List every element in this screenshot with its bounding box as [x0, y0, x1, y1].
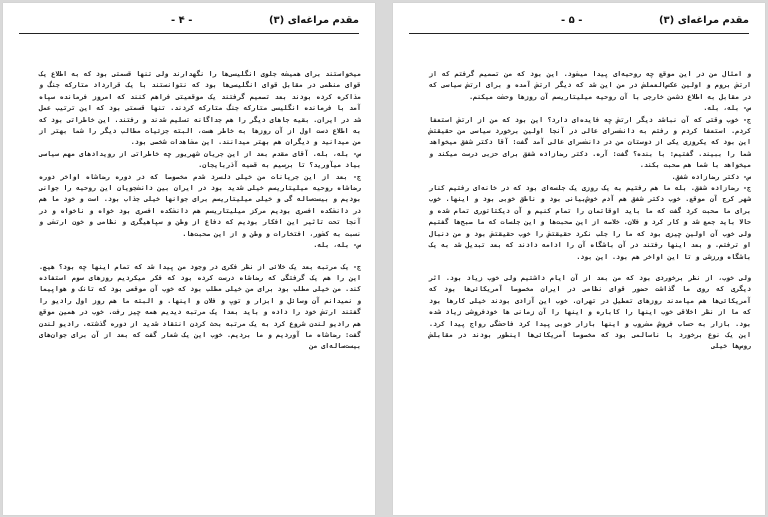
- page-5: [393, 3, 765, 515]
- page-number: - ۴ -: [171, 15, 193, 26]
- paragraph-gap: [39, 252, 361, 262]
- paragraph: ج- رضازاده شفق. بله ما هم رفتیم به یک روزی یک جلسه‌ای بود که در خانه‌ای رفتیم کنار شهر کرج آن موقع. خوب دکتر شفق هم آدم خوش‌بیانی بود و ناطق خوبی بود و اینها. خوب برای ما صحبت کرد گفت که ما باید اوقاتمان را تمام کنیم و آن دیکتاتوری تمام شده و حالا باید جمع شد و کار کرد و فلان. خلاصه از این صحبت‌ها و این جلسات که ما صبح‌ها گفتیم ولی خوب آن اولین چیزی بود که ما را جلب نکرد حقیقتش را خوب حقیقتش بود و من دنبال او ترفتم. و بعد اینها رفتند در آن باشگاه آن را ادامه دادند که بعد تبدیل شد به یک باشگاه ورزشی و تا این اواخر هم بود. این بود.: [429, 184, 751, 261]
- paragraph: س- دکتر رضازاده شفق.: [671, 172, 751, 181]
- paragraph: س- بله، بله.: [703, 104, 751, 113]
- header-rule: [409, 33, 749, 34]
- paragraph: س- بله، بله. آقای مقدم بعد از این جریان شهریور چه خاطراتی از رویدادهای مهم سیاسی بیاد میآورید؟ تا برسیم به قضیه آذربایجان.: [39, 149, 361, 170]
- paragraph: ج- یک مرتبه بعد یک خلائی از نظر فکری در وجود من پیدا شد که تمام اینها چه بود؟ هیچ. این را هم یک گرفتگی که رضاشاه درست کرده بود که فکر میکردیم روزهای سوم استفاده کند. من خیلی مطلب بود برای من خیلی مطلب بود که خوب آن موقعی بود که تانک و هواپیما و نمیدانم آن وسائل و ابزار و توپ و فلان و اینها. و البته ما هم روز اول رادیو را گفتند ارتش خود را داده و باید بعدا یک مرتبه دیدیم همه چیز رفت. خوب در همین موقع هم رادیو لندن شروع کرد به یک مرتبه بحث کردن انتقاد شدید از دوره گذشته. رادیو لندن گفت: رضاشاه ما آوردیم و ما بردیم. خوب این یک شعار گفت که بعد از آن برای جوان‌های بیست‌ساله‌ای من: [39, 262, 361, 351]
- page-header-title: مقدم مراغه‌ای (۳): [658, 15, 749, 26]
- page-body: [429, 69, 751, 353]
- header-rule: [19, 33, 359, 34]
- page-4: [3, 3, 375, 515]
- paragraph: ج- بعد از این جریانات من خیلی دلسرد شدم مخصوصا که در دوره رضاشاه اواخر دوره رضاشاه روحیه میلیتاریسم خیلی شدید بود در ایران بین دانشجویان این روحیه را جوانی بودیم و بیست‌ساله گی و خیلی میلیتاریسم برای جوانها خیلی جذاب بود. است و خود ما هم در دانشکده افسری بودیم مرکز میلیتاریسم هم دانشکده افسری بود خواه و ناخواه و در آنجا تحت تاثیر این افکار بودیم که دفاع از وطن و سپاهیگری و نظامی و خون ارتشی و نسبت به کشور، افتخارات و وطن و از این صحبت‌ها.: [39, 172, 361, 238]
- paragraph: س- بله، بله.: [313, 241, 361, 250]
- page-header-title: مقدم مراغه‌ای (۳): [268, 15, 359, 26]
- paragraph-gap: [429, 263, 751, 273]
- paragraph: ج- خوب وقتی که آن نباشد دیگر ارتش چه فایده‌ای دارد؟ این بود که من از ارتش استعفا کردم. استعفا کردم و رفتم به دانشسرای عالی در آنجا اولین برخورد سیاسی من حقیقتش این بود که یکروزی یکی از دوستان من در دانشسرای عالی آمد گفت: آقا دکتر شفق میخواهد شما را ببیند. گفتیم: با بنده؟ گفت: آره. دکتر رضازاده شفق برای حزبی درست میکند و میخواهد با شما هم صحبت بکند.: [429, 115, 751, 170]
- paragraph: ولی خوب، از نظر برخوردی بود که من بعد از آن ایام داشتیم ولی خوب زیاد بود. اثر دیگری که روی ما گذاشت حضور قوای نظامی در ایران مخصوصا آمریکائی‌ها بود که آمریکائی‌ها هم میامدند روزهای تعطیل در تهران. خوب این آزادی بودند خیلی کارها بود که ما از نظر اخلاقی خوب اینها را کاباره و اینها را آن زمانی ها خودفروشی زیاد شده بود. بازار به حساب فروش مشروب و اینها بازار خوبی پیدا کرد فاحشگی رواج پیدا کرد. این یک نوع برخورد با ناسالمی بود که مخصوصا آمریکائی‌ها اینطور بودند در مقابلش روس‌ها خیلی: [429, 273, 751, 351]
- paragraph: و امثال من در این موقع چه روحیه‌ای پیدا میشود. این بود که من تصمیم گرفتم که از ارتش بروم و اولین عکس‌العملش در من این شد که دیگر ارتش آمده و برای ارتش سیاسی که در مقابل به اطلاع دشمن خارجی با آن روحیه میلیتاریسم آن روزها وحشت میکنم.: [429, 70, 751, 101]
- page-number: - ۵ -: [561, 15, 583, 26]
- page-body: [39, 69, 361, 353]
- paragraph: میخواستند برای همیشه جلوی انگلیسی‌ها را نگهدارند ولی تنها قسمتی بود که به اطلاع یک قوای منظمی در مقابل قوای انگلیسی‌ها بود که نتوانستند با یک قرارداد متارکه جنگ و مذاکره کرده بودند بعد تصمیم گرفتند یک موقعیتی فراهم کنند که امروز فرمانده سپاه آمد با فرمانده انگلیسی متارکه جنگ متارکه کردند. تنها قسمتی بود که این ترتیب عمل شد در ایران. بقیه جاهای دیگر را هم جداگانه تسلیم شدند و رفتند. این خاطراتی بود که به اطلاع دست اول از آن روزها به خاطر هست، البته جزئیات مطالب دیگر را شما بهتر از من میدانید و دیگران هم بهتر میدانند. این مشاهدات شخصی بود.: [39, 70, 361, 147]
